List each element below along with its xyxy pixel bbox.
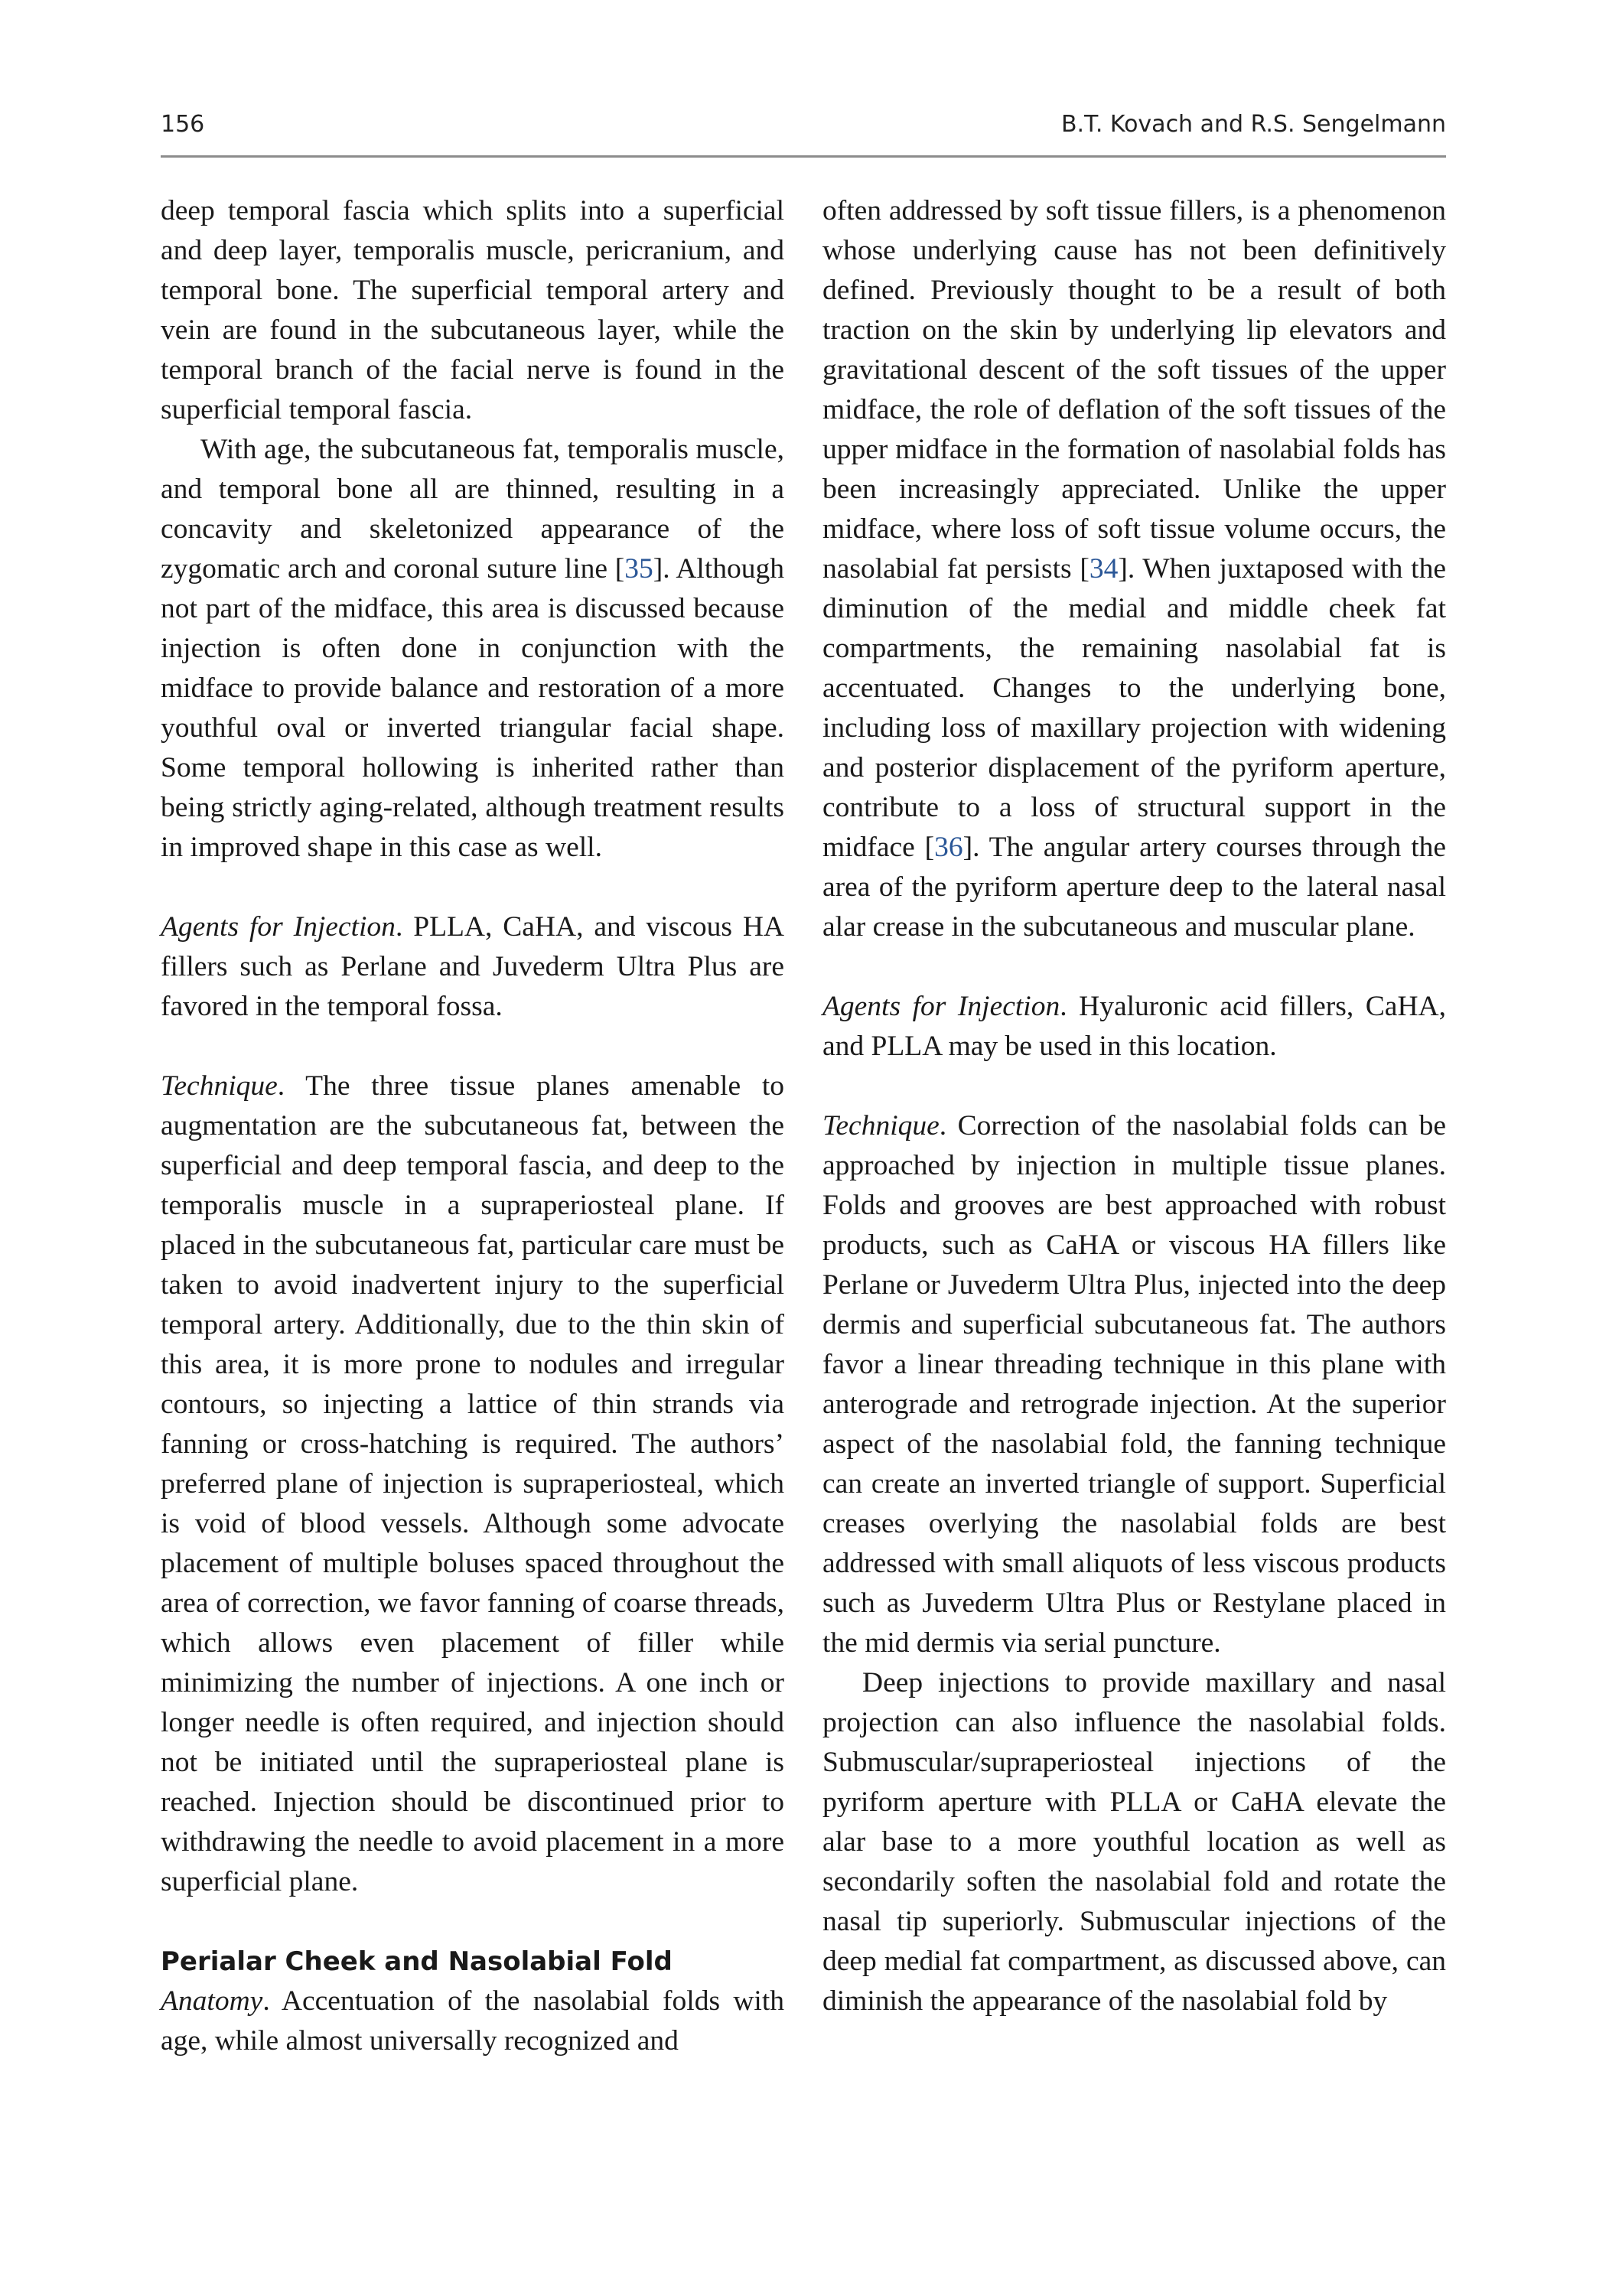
runin-heading: Agents for Injection [822,991,1060,1022]
running-head: B.T. Kovach and R.S. Sengelmann [1060,111,1446,138]
page-number: 156 [161,111,205,138]
page-header [161,111,1446,149]
paragraph-anatomy-nasolabial: Anatomy. Accentuation of the nasolabial folds with age, while almost universally recognized and [161,1985,784,2057]
paragraph-technique-temporal: Technique. The three tissue planes amenable to augmentation are the subcutaneous fat, between the superficial and deep temporal fascia, and deep to the temporalis muscle in a supraperiosteal plane. If placed in the subcutaneous fat, particular care must be taken to avoid inadvertent injury to the superficial temporal artery. Additionally, due to the thin skin of this area, it is more prone to nodules and irregular contours, so injecting a lattice of thin strands via fanning or cross-hatching is required. The authors’ preferred plane of injection is supraperiosteal, which is void of blood vessels. Although some advocate placement of multiple boluses spaced throughout the area of correction, we favor fanning of coarse threads, which allows even placement of filler while minimizing the number of injections. A one inch or longer needle is often required, and injection should not be initiated until the supraperiosteal plane is reached. Injection should be discontinued prior to withdrawing the needle to avoid placement in a more superficial plane. [161,1070,784,1897]
paragraph-deep-injections: Deep injections to provide maxillary and nasal projection can also influence the nasolabial folds. Submuscular/supraperiosteal injections of the pyriform aperture with PLLA or CaHA elevate the alar base to a more youthful location as well as secondarily soften the nasolabial fold and rotate the nasal tip superiorly. Submuscular injections of the deep medial fat compartment, as discussed above, can diminish the appearance of the nasolabial fold by [822,1667,1446,2017]
header-rule [161,155,1446,158]
left-column [161,191,784,2061]
paragraph-technique-nasolabial: Technique. Correction of the nasolabial folds can be approached by injection in multiple tissue planes. Folds and grooves are best approached with robust products, such as CaHA or viscous HA fillers like Perlane or Juvederm Ultra Plus, injected into the deep dermis and superficial subcutaneous fat. The authors favor a linear threading technique in this plane with anterograde and retrograde injection. At the superior aspect of the nasolabial fold, the fanning technique can create an inverted triangle of support. Superficial creases overlying the nasolabial folds are best addressed with small aliquots of less viscous products such as Juvederm Ultra Plus or Restylane placed in the mid dermis via serial puncture. [822,1110,1446,1659]
paragraph-nasolabial-anatomy-cont: often addressed by soft tissue fillers, is a phenomenon whose underlying cause has not been definitively defined. Previously thought to be a result of both traction on the skin by underlying lip elevators and gravitational descent of the soft tissues of the upper midface, the role of deflation of the soft tissues of the upper midface in the formation of nasolabial folds has been increasingly appreciated. Unlike the upper midface, where loss of soft tissue volume occurs, the nasolabial fat persists [34]. When juxtaposed with the diminution of the medial and middle cheek fat compartments, the remaining nasolabial fat is accentuated. Changes to the underlying bone, including loss of maxillary projection with widening and posterior displacement of the pyriform aperture, contribute to a loss of structural support in the midface [36]. The angular artery courses through the area of the pyriform aperture deep to the lateral nasal alar crease in the subcutaneous and muscular plane. [822,195,1447,943]
paragraph-aging-temporal: With age, the subcutaneous fat, temporalis muscle, and temporal bone all are thinned, resulting in a concavity and skeletonized appearance of the zygomatic arch and coronal suture line [35]. Although not part of the midface, this area is discussed because injection is often done in conjunction with the midface to provide balance and restoration of a more youthful oval or inverted triangular facial shape. Some temporal hollowing is inherited rather than being strictly aging-related, although treatment results in improved shape in this case as well. [161,434,784,863]
runin-heading: Technique [822,1110,940,1141]
runin-heading: Agents for Injection [161,911,396,943]
paragraph-temporal-anatomy: deep temporal fascia which splits into a superficial and deep layer, temporalis muscle, pericranium, and temporal bone. The superficial temporal artery and vein are found in the subcutaneous layer, while the temporal branch of the facial nerve is found in the superficial temporal fascia. [161,195,784,425]
citation-link[interactable]: 36 [934,832,963,863]
paragraph-agents-temporal: Agents for Injection. PLLA, CaHA, and viscous HA fillers such as Perlane and Juvederm Ultra Plus are favored in the temporal fossa. [161,911,784,1022]
section-heading: Perialar Cheek and Nasolabial Fold [161,1946,673,1977]
paragraph-agents-nasolabial: Agents for Injection. Hyaluronic acid fillers, CaHA, and PLLA may be used in this location. [822,991,1446,1062]
runin-heading: Anatomy [161,1985,263,2017]
citation-link[interactable]: 35 [624,553,653,585]
citation-link[interactable]: 34 [1089,553,1119,585]
right-column [822,191,1446,2021]
runin-heading: Technique [161,1070,278,1102]
